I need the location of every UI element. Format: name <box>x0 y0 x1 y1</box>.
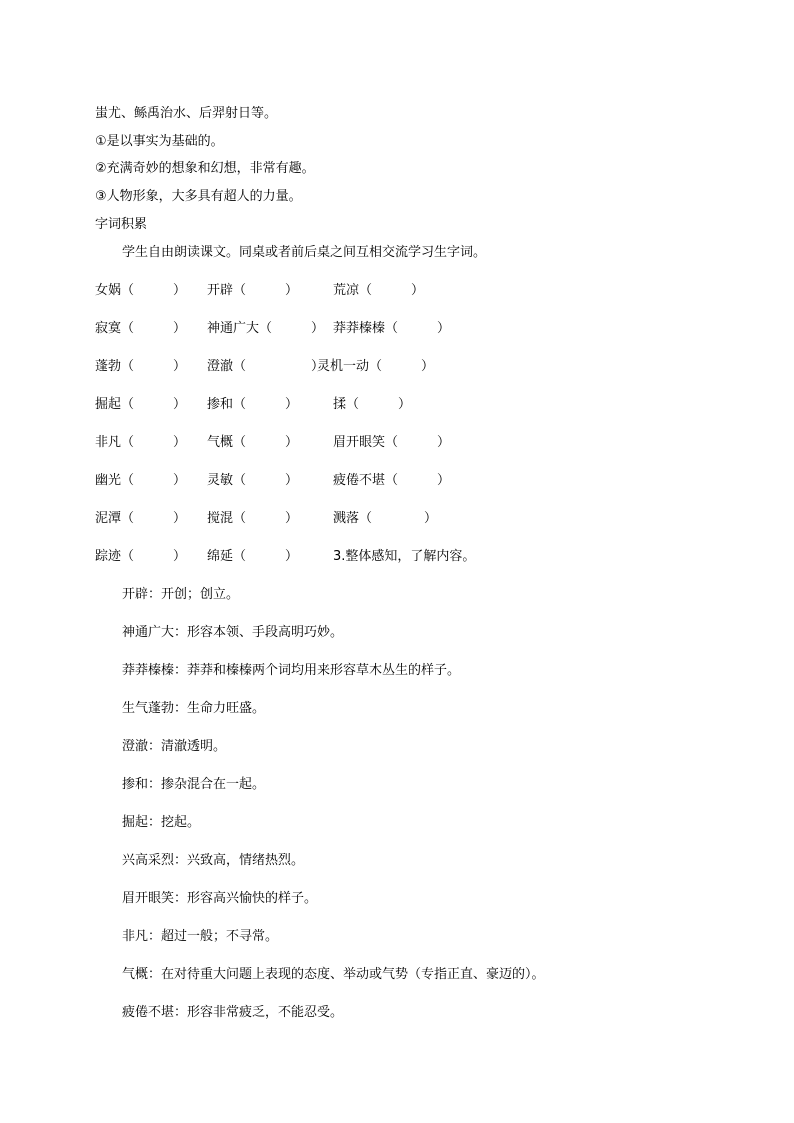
vocab-row <box>95 359 655 375</box>
definition-line: 澄澈：清澈透明。 <box>122 739 227 754</box>
intro-line: ②充满奇妙的想象和幻想，非常有趣。 <box>95 161 315 176</box>
vocab-item: 澄澈（ ） <box>207 359 325 374</box>
vocab-item: 泥潭（ ） <box>95 511 187 526</box>
vocab-row <box>95 549 655 565</box>
definition-line: 掘起：挖起。 <box>122 815 201 830</box>
vocab-item: 眉开眼笑（ ） <box>333 435 451 450</box>
definition-line: 非凡：超过一般；不寻常。 <box>122 929 279 944</box>
vocab-item: 溅落（ ） <box>333 511 438 526</box>
instruction-text: 学生自由朗读课文。同桌或者前后桌之间互相交流学习生字词。 <box>122 245 487 260</box>
definition-line: 开辟：开创；创立。 <box>122 587 240 602</box>
intro-line: ③人物形象，大多具有超人的力量。 <box>95 189 302 204</box>
vocab-row <box>95 397 655 413</box>
vocab-item: 灵机一动（ ） <box>317 359 435 374</box>
vocab-item: 蓬勃（ ） <box>95 359 187 374</box>
definition-line: 掺和：掺杂混合在一起。 <box>122 777 266 792</box>
vocab-item: 非凡（ ） <box>95 435 187 450</box>
vocab-item: 疲倦不堪（ ） <box>333 473 451 488</box>
definition-line: 眉开眼笑：形容高兴愉快的样子。 <box>122 891 318 906</box>
intro-line: ①是以事实为基础的。 <box>95 134 224 149</box>
intro-line: 蚩尤、鲧禹治水、后羿射日等。 <box>95 106 278 121</box>
definition-line: 莽莽榛榛：莽莽和榛榛两个词均用来形容草木丛生的样子。 <box>122 663 461 678</box>
vocab-item: 荒凉（ ） <box>333 283 425 298</box>
vocab-item: 神通广大（ ） <box>207 321 325 336</box>
vocab-item: 开辟（ ） <box>207 283 299 298</box>
vocab-item: 寂寞（ ） <box>95 321 187 336</box>
vocab-row <box>95 435 655 451</box>
vocab-item: 莽莽榛榛（ ） <box>333 321 451 336</box>
definition-line: 神通广大：形容本领、手段高明巧妙。 <box>122 625 344 640</box>
vocab-row <box>95 511 655 527</box>
vocab-item: 掺和（ ） <box>207 397 299 412</box>
vocab-item: 气概（ ） <box>207 435 299 450</box>
section-title: 字词积累 <box>95 217 148 232</box>
vocab-row <box>95 473 655 489</box>
vocab-item: 踪迹（ ） <box>95 549 187 564</box>
vocab-item: 灵敏（ ） <box>207 473 299 488</box>
section-heading-overview: 3.整体感知，了解内容。 <box>333 549 476 564</box>
vocab-row <box>95 321 655 337</box>
vocab-item: 搅混（ ） <box>207 511 299 526</box>
vocab-item: 女娲（ ） <box>95 283 187 298</box>
vocab-item: 幽光（ ） <box>95 473 187 488</box>
vocab-item: 揉（ ） <box>333 397 412 412</box>
definition-line: 气概：在对待重大问题上表现的态度、举动或气势（专指正直、豪迈的）。 <box>122 967 545 982</box>
vocab-item: 绵延（ ） <box>207 549 299 564</box>
vocab-row <box>95 283 655 299</box>
vocab-item: 掘起（ ） <box>95 397 187 412</box>
definition-line: 生气蓬勃：生命力旺盛。 <box>122 701 266 716</box>
definition-line: 疲倦不堪：形容非常疲乏，不能忍受。 <box>122 1005 344 1020</box>
definition-line: 兴高采烈：兴致高，情绪热烈。 <box>122 853 305 868</box>
